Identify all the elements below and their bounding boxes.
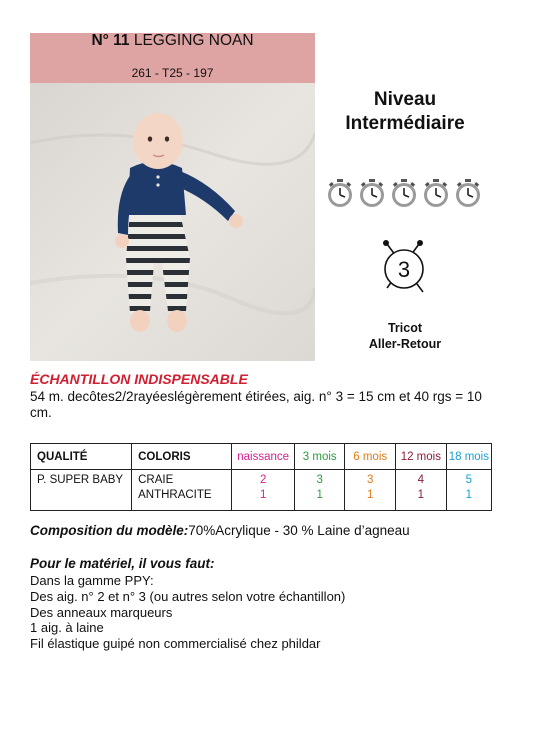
quality-cell: P. SUPER BABY (31, 470, 132, 511)
composition-label: Composition du modèle: (30, 523, 189, 538)
stopwatch-icon (454, 178, 482, 208)
quantity-cell (295, 470, 345, 511)
technique-line1: Tricot (387, 321, 423, 335)
pattern-reference: 261 - T25 - 197 (131, 66, 214, 80)
gauge-title: ÉCHANTILLON INDISPENSABLE (30, 371, 248, 387)
quantity-value: 2 (259, 474, 267, 486)
size-header-3-mois: 3 mois (295, 444, 345, 470)
size-header-naissance: naissance (232, 444, 295, 470)
quantity-value: 5 (465, 474, 473, 486)
quantity-value: 3 (316, 474, 323, 486)
colors-cell (132, 470, 232, 511)
table-row (31, 470, 492, 511)
pattern-name: LEGGING NOAN (133, 32, 254, 49)
stopwatch-icon (390, 178, 418, 208)
stopwatch-icon (358, 178, 386, 208)
list-item: 1 aig. à laine (30, 620, 104, 636)
quantity-cell (345, 470, 395, 511)
pattern-header (30, 33, 315, 83)
gauge-text: 54 m. decôtes2/2rayéeslégèrement étirées, aig. n° 3 = 15 cm et 40 rgs = 10 cm. (30, 389, 482, 420)
quantity-value: 1 (367, 489, 374, 501)
quality-header: QUALITÉ (31, 444, 132, 470)
quantity-value: 1 (259, 489, 267, 501)
list-item: Fil élastique guipé non commercialisé chez phildar (30, 636, 321, 652)
table-header-row (31, 444, 492, 470)
difficulty-level (320, 88, 490, 136)
material-title: Pour le matériel, il vous faut: (30, 556, 215, 571)
size-header-6-mois: 6 mois (345, 444, 395, 470)
quantity-value: 1 (417, 489, 425, 501)
size-header-18-mois: 18 mois (446, 444, 491, 470)
quantity-cell (446, 470, 491, 511)
material-list (30, 573, 345, 652)
yarn-table (30, 443, 492, 511)
list-item: Des aig. n° 2 et n° 3 (ou autres selon votre échantillon) (30, 588, 346, 604)
colors-header: COLORIS (132, 444, 232, 470)
composition (30, 523, 410, 538)
size-header-12-mois: 12 mois (395, 444, 446, 470)
pattern-title (30, 33, 315, 49)
quantity-value: 3 (367, 474, 374, 486)
technique (355, 320, 455, 352)
level-label: Niveau (373, 89, 437, 110)
pattern-number: N° 11 (91, 32, 130, 49)
needle-size: 3 (397, 257, 411, 282)
color-name: ANTHRACITE (138, 489, 212, 501)
composition-value: 70%Acrylique - 30 % Laine d’agneau (188, 523, 410, 538)
stopwatch-icon (422, 178, 450, 208)
technique-line2: Aller-Retour (368, 337, 442, 351)
quantity-cell (232, 470, 295, 511)
quantity-value: 4 (417, 474, 425, 486)
difficulty-rating (326, 178, 482, 208)
list-item: Dans la gamme PPY: (30, 573, 154, 588)
quantity-value: 1 (316, 489, 323, 501)
quantity-cell (395, 470, 446, 511)
quantity-value: 1 (465, 489, 473, 501)
stopwatch-icon (326, 178, 354, 208)
color-name: CRAIE (138, 474, 174, 486)
level-value: Intermédiaire (345, 113, 465, 134)
baby-photo (30, 83, 315, 361)
knitting-needle-icon (375, 240, 435, 295)
list-item: Des anneaux marqueurs (30, 604, 173, 620)
